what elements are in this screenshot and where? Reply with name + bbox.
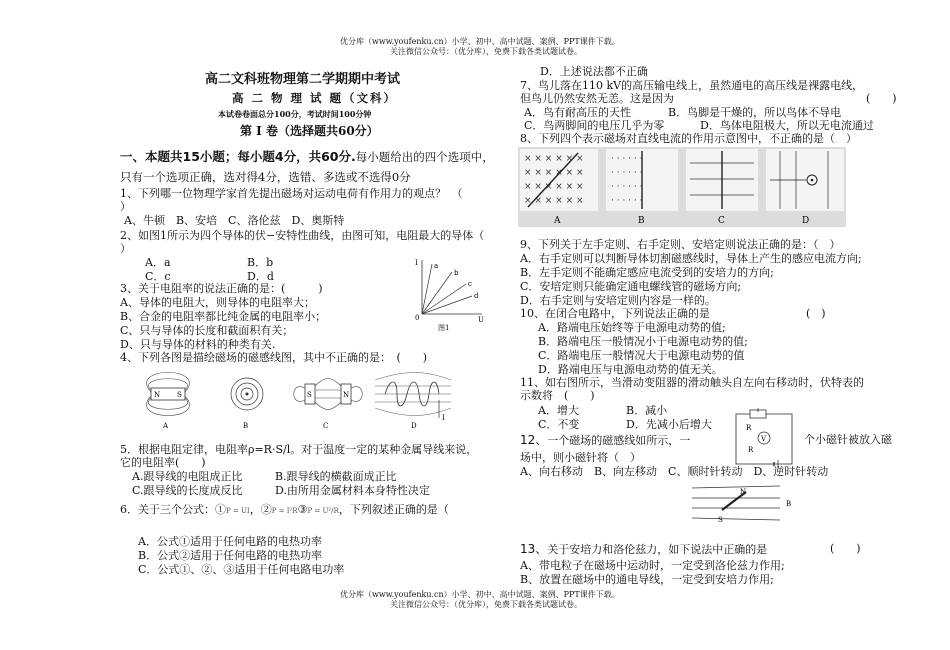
q13-text [520, 542, 767, 557]
q11-r-label-1: R [746, 424, 752, 432]
q1-options: A、牛顿 B、安培 C、洛伦兹 D、奥斯特 [124, 214, 345, 227]
q10-paren: ( ) [806, 307, 826, 320]
fig4-diagram-d [375, 373, 451, 431]
q11-v-label: V [761, 435, 767, 443]
svg-text:× × × × × ×: × × × × × × [524, 154, 584, 164]
q9-option-b: B．左手定则不能确定感应电流受到的安培力的方向; [520, 266, 774, 279]
fig4-b-label: B [243, 422, 249, 430]
q1-paren: ） [120, 200, 131, 213]
q5-option-d: D.由所用金属材料本身特性决定 [275, 484, 430, 497]
q7-option-b: B．鸟脚是干燥的，所以鸟体不导电 [668, 106, 842, 119]
q5-text: 5．根据电阻定律，电阻率ρ=R·S/l。对于温度一定的某种金属导线来说， [120, 443, 478, 456]
svg-text:· · · · · ·: · · · · · · [611, 182, 643, 192]
section1-heading-tail: 每小题给出的四个选项中， [355, 150, 494, 164]
q12-options: A、向右移动 B、向左移动 C、顺时针转动 D、逆时针转动 [520, 465, 829, 478]
graph-line-c [422, 284, 466, 314]
q6-option-d: D．上述说法都不正确 [540, 65, 648, 78]
q7-text: 7、鸟儿落在110 kV的高压输电线上，虽然通电的高压线是裸露电线， [520, 79, 864, 92]
exam-title: 高二文科班物理第二学期期中考试 [205, 72, 401, 87]
graph-label-a: a [434, 262, 439, 270]
q12-s-label: S [718, 516, 723, 524]
q7-option-d: D．鸟体电阻极大，所以无电流通过 [700, 119, 874, 132]
q11-text: 11、如右图所示，当滑动变阻器的滑动触头自左向右移动时，伏特表的 [520, 376, 864, 389]
q11-option-c: C．不变 [538, 418, 580, 431]
q12-n-label: N [740, 488, 747, 496]
q4-text: 4、下列各图是描绘磁场的磁感线图，其中不正确的是： ( ) [120, 351, 428, 364]
q1-text: 1、下列哪一位物理学家首先提出磁场对运动电荷有作用力的观点？ （ [120, 187, 463, 200]
section1-line-2: 只有一个选项正确，选对得4分，选错、多选或不选得0分 [120, 170, 411, 184]
graph-label-d: d [474, 292, 479, 300]
q5-option-c: C.跟导线的长度成反比 [132, 484, 243, 497]
q6-text [120, 503, 449, 518]
q11-r-label-2: R [748, 446, 754, 454]
q13-number: 13、 [520, 542, 548, 556]
fig4-a-s: S [177, 391, 182, 399]
fig8-a-label: A [554, 216, 561, 226]
q12-b-label: B [786, 500, 792, 508]
q11-option-b: B．减小 [626, 404, 668, 417]
q12-text [520, 433, 690, 448]
q9-option-c: C．安培定则只能确定通电螺线管的磁场方向; [520, 280, 742, 293]
q3-option-b: B、合金的电阻率都比纯金属的电阻率小； [120, 310, 327, 323]
q6-text-mid-2: ③ [297, 503, 308, 516]
q6-formula-2: P = I²R [271, 507, 298, 515]
q11-option-d: D．先减小后增大 [626, 418, 712, 431]
section1-heading [120, 150, 494, 165]
q7-text-2: 但鸟儿仍然安然无恙。这是因为 [520, 92, 674, 105]
q5-option-b: B.跟导线的横截面成正比 [275, 470, 397, 483]
q13-option-a: A、带电粒子在磁场中运动时，一定受到洛伦兹力作用; [520, 559, 785, 572]
q12-text-tail: 个小磁针被放入磁 [804, 433, 892, 446]
fig4-diagram-c [294, 379, 363, 431]
q10-option-d: D．路端电压与电源电动势的值无关。 [538, 363, 723, 376]
q6-text-tail: ，下列叙述正确的是（ [338, 503, 449, 516]
fig4-diagram-b [231, 378, 263, 430]
q6-option-c: C．公式①、②、③适用于任何电路电功率 [138, 563, 345, 576]
q11-option-a: A．增大 [538, 404, 579, 417]
q6-formula-3: P = U²/R [307, 507, 339, 515]
q12-number: 12、 [520, 433, 548, 447]
q13-text-start: 关于安培力和洛伦兹力，如下说法中正确的是 [547, 543, 768, 556]
fig4-d-label: D [411, 422, 417, 430]
section1-heading-bold: 一、本题共15小题；每小题4分，共60分. [120, 149, 356, 164]
svg-text:× × × × × ×: × × × × × × [524, 182, 584, 192]
part-title: 第 I 卷（选择题共60分） [240, 124, 379, 138]
q2-text: 2、如图1所示为四个导体的伏−安特性曲线，由图可知，电阻最大的导体（ [120, 229, 485, 242]
q9-option-d: D．右手定则与安培定则内容是一样的。 [520, 294, 716, 307]
svg-text:× × × × × ×: × × × × × × [524, 168, 584, 178]
q10-option-b: B．路端电压一般情况小于电源电动势的值; [538, 335, 748, 348]
svg-text:× × × × × ×: × × × × × × [524, 196, 584, 206]
q7-option-a: A．鸟有耐高压的天性 [524, 106, 631, 119]
q6-text-start: 6．关于三个公式：① [120, 503, 226, 516]
svg-text:· · · · · ·: · · · · · · [611, 168, 643, 178]
exam-note: 本试卷卷面总分100分，考试时间100分钟 [218, 109, 372, 119]
q7-paren: ( ) [866, 92, 897, 105]
q6-option-a: A．公式①适用于任何电路的电热功率 [138, 535, 322, 548]
graph-axis-i: I [415, 259, 418, 267]
q11-text-2: 示数将 ( ) [520, 389, 595, 402]
q3-option-c: C、只与导体的长度和截面积有关； [120, 324, 294, 337]
q9-text: 9、下列关于左手定则、右手定则、安培定则说法正确的是：（ ） [520, 238, 841, 251]
graph-axis-u: U [478, 316, 484, 324]
fig4-c-s: S [307, 391, 312, 399]
svg-text:· · · · · ·: · · · · · · [611, 196, 643, 206]
footer-line-1: 优分库（www.youfenku.cn）小学、初中、高中试题、案例、PPT课件下载。 [340, 590, 620, 599]
q5-text-2: 它的电阻率( ) [120, 456, 206, 469]
q12-text-start: 一个磁场的磁感线如所示，一 [547, 434, 691, 447]
q2-option-b: B．b [247, 256, 274, 269]
fig4-c-label: C [323, 422, 329, 430]
q3-option-a: A、导体的电阻大，则导体的电阻率大； [120, 296, 315, 309]
q2-option-c: C．c [145, 270, 171, 283]
q5-option-a: A.跟导线的电阻成正比 [132, 470, 243, 483]
q12-field-figure [690, 482, 800, 526]
q7-option-c: C．鸟两脚间的电压几乎为零 [524, 119, 665, 132]
graph-label-b: b [454, 269, 459, 277]
q10-option-a: A．路端电压始终等于电源电动势的值; [538, 321, 726, 334]
q6-option-b: B．公式②适用于任何电路的电热功率 [138, 549, 323, 562]
fig4-a-label: A [163, 422, 169, 430]
fig4-d-current: I [442, 414, 445, 422]
exam-subtitle: 高 二 物 理 试 题（文科） [232, 91, 398, 105]
q2-paren: ） [120, 242, 131, 255]
fig4-a-n: N [154, 391, 161, 399]
q6-text-mid: ，② [249, 503, 272, 516]
q12-text-2: 场中，则小磁针将（ ） [520, 451, 641, 464]
q13-paren: ( ) [830, 542, 861, 555]
q10-text: 10、在闭合电路中，下列说法正确的是 [520, 307, 710, 320]
graph-line-d [422, 296, 472, 314]
header-line-1: 优分库（www.youfenku.cn）小学、初中、高中试题、案例、PPT课件下载。 [340, 37, 620, 46]
q13-option-b: B、放置在磁场中的通电导线，一定受到安培力作用; [520, 573, 774, 586]
figure-1-iv-graph [410, 256, 490, 336]
footer-line-2: 关注微信公众号：（优分库），免费下载各类试题试卷。 [390, 600, 582, 609]
fig4-c-n: N [343, 391, 350, 399]
q2-option-a: A．a [145, 256, 171, 269]
figure-4-field-lines [135, 370, 465, 432]
graph-axis-o: 0 [415, 314, 420, 322]
q10-option-c: C．路端电压一般情况大于电源电动势的值 [538, 349, 745, 362]
q3-text: 3、关于电阻率的说法正确的是：( ) [120, 282, 323, 295]
fig8-c-label: C [718, 216, 725, 226]
figure-8-current-force [518, 147, 846, 227]
svg-text:· · · · · ·: · · · · · · [611, 154, 643, 164]
q2-option-d: D．d [247, 270, 274, 283]
q9-option-a: A．右手定则可以判断导体切割磁感线时，导体上产生的感应电流方向; [520, 252, 862, 265]
q8-text: 8、下列四个表示磁场对直线电流的作用示意图中，不正确的是（ ） [520, 132, 857, 145]
fig8-d-label: D [802, 216, 810, 226]
header-line-2: 关注微信公众号：（优分库），免费下载各类试题试卷。 [390, 47, 582, 56]
fig4-diagram-a [147, 373, 190, 431]
fig8-b-label: B [638, 216, 645, 226]
q11-circuit [730, 408, 800, 470]
q3-option-d: D、只与导体的材料的种类有关. [120, 338, 276, 351]
figure-1-label: 图1 [438, 324, 450, 332]
q6-formula-1: P = UI [226, 507, 250, 515]
graph-label-c: c [468, 280, 472, 288]
